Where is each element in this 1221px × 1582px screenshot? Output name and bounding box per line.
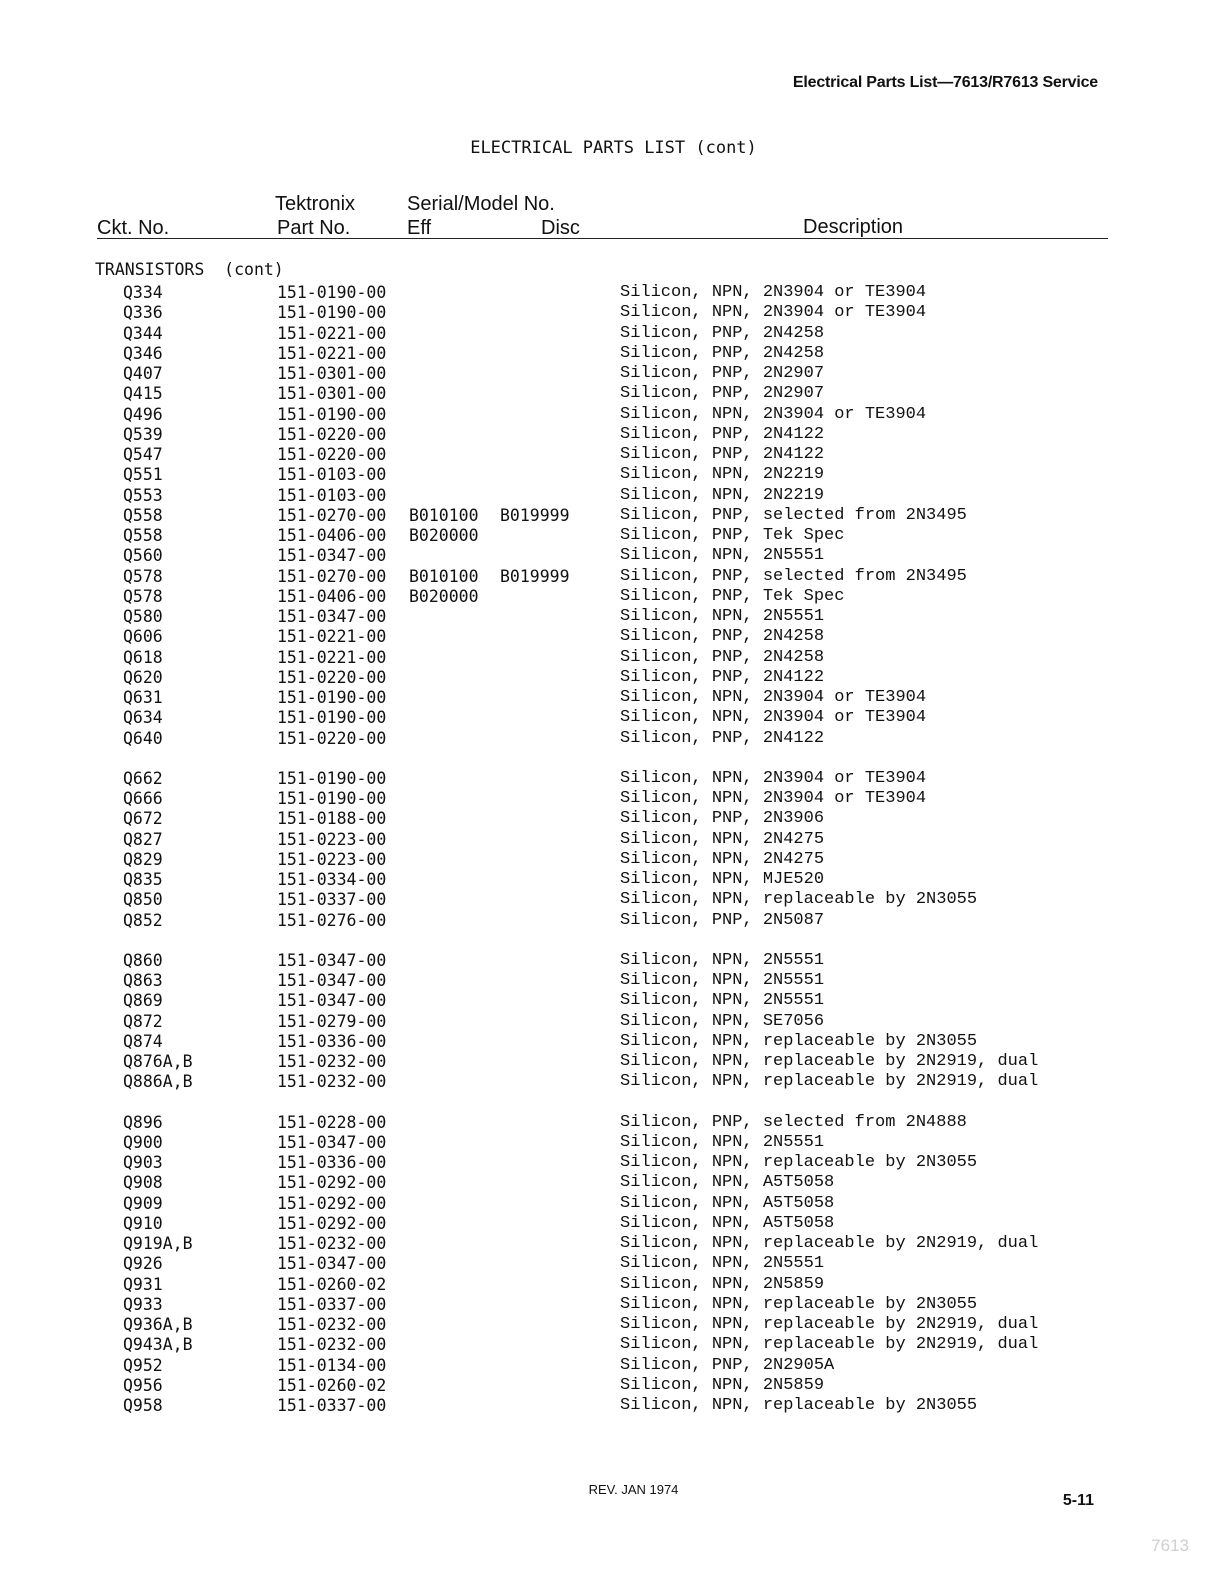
ckt-no-cell: Q407 (123, 364, 163, 383)
part-no-cell: 151-0228-00 (277, 1112, 387, 1132)
table-row (0, 465, 1221, 485)
ckt-no-cell: Q620 (123, 667, 163, 687)
description-cell: Silicon, NPN, replaceable by 2N2919, dual (620, 1335, 1039, 1355)
description-cell: Silicon, PNP, 2N4122 (620, 667, 825, 687)
description-cell: Silicon, PNP, 2N4258 (620, 323, 825, 343)
ckt-no-cell: Q618 (123, 647, 163, 667)
description-cell: Silicon, NPN, 2N2219 (620, 485, 825, 505)
part-no-cell: 151-0221-00 (277, 323, 387, 343)
part-no-cell: 151-0292-00 (277, 1193, 387, 1213)
part-no-cell: 151-0223-00 (277, 849, 387, 869)
description-cell: Silicon, NPN, replaceable by 2N3055 (620, 1153, 978, 1172)
table-row (0, 546, 1221, 566)
table-row (0, 587, 1221, 607)
ckt-no-cell: Q869 (123, 991, 163, 1011)
table-row (0, 1113, 1221, 1133)
part-no-cell: 151-0190-00 (277, 708, 387, 728)
part-no-cell: 151-0221-00 (277, 647, 387, 667)
part-no-cell: 151-0347-00 (277, 971, 387, 990)
ckt-no-cell: Q931 (123, 1274, 163, 1294)
ckt-no-cell: Q863 (123, 971, 163, 990)
part-no-cell: 151-0190-00 (277, 688, 387, 707)
table-row (0, 1356, 1221, 1376)
description-cell: Silicon, NPN, 2N5551 (620, 1132, 825, 1152)
description-cell: Silicon, NPN, 2N3904 or TE3904 (620, 303, 927, 323)
ckt-no-cell: Q903 (123, 1153, 163, 1172)
part-no-cell: 151-0103-00 (277, 465, 387, 485)
description-cell: Silicon, NPN, replaceable by 2N2919, dual (620, 1072, 1039, 1092)
part-no-cell: 151-0334-00 (277, 870, 387, 889)
ckt-no-cell: Q415 (123, 384, 163, 404)
table-row (0, 1194, 1221, 1214)
ckt-no-cell: Q539 (123, 424, 163, 444)
part-no-cell: 151-0221-00 (277, 627, 387, 647)
description-cell: Silicon, NPN, 2N5551 (620, 950, 825, 970)
table-row (0, 567, 1221, 587)
part-no-cell: 151-0276-00 (277, 910, 387, 930)
part-no-cell: 151-0347-00 (277, 1132, 387, 1152)
table-row (0, 1254, 1221, 1274)
ckt-no-cell: Q672 (123, 809, 163, 829)
ckt-no-cell: Q334 (123, 283, 163, 302)
table-row (0, 384, 1221, 404)
ckt-no-cell: Q560 (123, 546, 163, 566)
part-no-cell: 151-0301-00 (277, 384, 387, 404)
ckt-no-cell: Q860 (123, 950, 163, 970)
description-cell: Silicon, NPN, replaceable by 2N2919, dual (620, 1315, 1039, 1334)
ckt-no-cell: Q908 (123, 1173, 163, 1193)
ckt-no-cell: Q919A,B (123, 1234, 193, 1253)
disc-cell: B019999 (500, 566, 570, 586)
column-header-tektronix: Tektronix (275, 193, 356, 215)
part-no-cell: 151-0336-00 (277, 1153, 387, 1172)
part-no-cell: 151-0347-00 (277, 546, 387, 566)
description-cell: Silicon, NPN, 2N4275 (620, 849, 825, 869)
part-no-cell: 151-0232-00 (277, 1072, 387, 1092)
revision-date: REV. JAN 1974 (588, 1482, 679, 1497)
ckt-no-cell: Q952 (123, 1355, 163, 1375)
ckt-no-cell: Q876A,B (123, 1052, 193, 1071)
part-no-cell: 151-0188-00 (277, 809, 387, 829)
table-row (0, 1234, 1221, 1254)
part-no-cell: 151-0337-00 (277, 1396, 387, 1415)
ckt-no-cell: Q850 (123, 890, 163, 910)
ckt-no-cell: Q631 (123, 688, 163, 707)
description-cell: Silicon, NPN, replaceable by 2N2919, dual (620, 1052, 1039, 1071)
description-cell: Silicon, NPN, replaceable by 2N3055 (620, 1031, 978, 1051)
ckt-no-cell: Q956 (123, 1375, 163, 1395)
description-cell: Silicon, PNP, 2N3906 (620, 809, 825, 829)
ckt-no-cell: Q336 (123, 303, 163, 323)
description-cell: Silicon, PNP, Tek Spec (620, 526, 845, 545)
ckt-no-cell: Q958 (123, 1396, 163, 1415)
ckt-no-cell: Q640 (123, 728, 163, 748)
description-cell: Silicon, NPN, 2N5551 (620, 1254, 825, 1274)
table-row (0, 1315, 1221, 1335)
ckt-no-cell: Q551 (123, 465, 163, 485)
part-no-cell: 151-0260-02 (277, 1274, 387, 1294)
ckt-no-cell: Q666 (123, 789, 163, 808)
part-no-cell: 151-0232-00 (277, 1234, 387, 1253)
part-no-cell: 151-0190-00 (277, 283, 387, 302)
part-no-cell: 151-0292-00 (277, 1213, 387, 1233)
column-header-disc: Disc (541, 217, 580, 239)
table-row (0, 506, 1221, 526)
part-no-cell: 151-0190-00 (277, 303, 387, 323)
table-row (0, 364, 1221, 384)
description-cell: Silicon, NPN, 2N5551 (620, 971, 825, 990)
part-no-cell: 151-0223-00 (277, 829, 387, 849)
running-header: Electrical Parts List—7613/R7613 Service (792, 74, 1098, 91)
description-cell: Silicon, PNP, 2N4122 (620, 424, 825, 444)
part-no-cell: 151-0406-00 (277, 526, 387, 545)
table-row (0, 283, 1221, 303)
ckt-no-cell: Q606 (123, 627, 163, 647)
page-title: ELECTRICAL PARTS LIST (cont) (470, 138, 757, 158)
part-no-cell: 151-0220-00 (277, 424, 387, 444)
table-row (0, 1052, 1221, 1072)
description-cell: Silicon, PNP, 2N4258 (620, 647, 825, 667)
table-row (0, 850, 1221, 870)
description-cell: Silicon, NPN, 2N2219 (620, 465, 825, 485)
column-header-eff: Eff (407, 217, 432, 239)
ckt-no-cell: Q547 (123, 445, 163, 464)
table-row (0, 1335, 1221, 1355)
ckt-no-cell: Q835 (123, 870, 163, 889)
ckt-no-cell: Q872 (123, 1011, 163, 1031)
description-cell: Silicon, NPN, SE7056 (620, 1011, 825, 1031)
table-row (0, 1376, 1221, 1396)
description-cell: Silicon, NPN, A5T5058 (620, 1213, 835, 1233)
ckt-no-cell: Q558 (123, 505, 163, 525)
table-row (0, 911, 1221, 931)
description-cell: Silicon, NPN, replaceable by 2N2919, dual (620, 1234, 1039, 1253)
table-row (0, 344, 1221, 364)
eff-cell: B010100 (409, 505, 479, 525)
description-cell: Silicon, NPN, 2N4275 (620, 829, 825, 849)
table-row (0, 991, 1221, 1011)
ckt-no-cell: Q926 (123, 1254, 163, 1274)
part-no-cell: 151-0134-00 (277, 1355, 387, 1375)
description-cell: Silicon, PNP, 2N2907 (620, 364, 825, 383)
part-no-cell: 151-0292-00 (277, 1173, 387, 1193)
part-no-cell: 151-0190-00 (277, 768, 387, 788)
table-row (0, 1032, 1221, 1052)
part-no-cell: 151-0406-00 (277, 586, 387, 606)
part-no-cell: 151-0347-00 (277, 950, 387, 970)
table-row (0, 708, 1221, 728)
part-no-cell: 151-0190-00 (277, 404, 387, 424)
part-no-cell: 151-0232-00 (277, 1052, 387, 1071)
part-no-cell: 151-0221-00 (277, 343, 387, 363)
description-cell: Silicon, NPN, 2N5859 (620, 1375, 825, 1395)
ckt-no-cell: Q852 (123, 910, 163, 930)
part-no-cell: 151-0336-00 (277, 1031, 387, 1051)
description-cell: Silicon, NPN, 2N5859 (620, 1274, 825, 1294)
description-cell: Silicon, NPN, A5T5058 (620, 1173, 835, 1193)
description-cell: Silicon, NPN, 2N3904 or TE3904 (620, 708, 927, 728)
part-no-cell: 151-0347-00 (277, 1254, 387, 1274)
header-rule (97, 238, 1108, 239)
table-row (0, 1214, 1221, 1234)
table-row (0, 526, 1221, 546)
ckt-no-cell: Q634 (123, 708, 163, 728)
table-row (0, 830, 1221, 850)
ckt-no-cell: Q933 (123, 1294, 163, 1314)
ckt-no-cell: Q344 (123, 323, 163, 343)
description-cell: Silicon, NPN, 2N5551 (620, 546, 825, 566)
section-label: TRANSISTORS (cont) (95, 260, 284, 279)
part-no-cell: 151-0337-00 (277, 890, 387, 910)
description-cell: Silicon, NPN, replaceable by 2N3055 (620, 1294, 978, 1314)
eff-cell: B020000 (409, 586, 479, 606)
description-cell: Silicon, NPN, 2N5551 (620, 991, 825, 1011)
table-row (0, 769, 1221, 789)
ckt-no-cell: Q910 (123, 1213, 163, 1233)
table-row (0, 1012, 1221, 1032)
part-no-cell: 151-0220-00 (277, 667, 387, 687)
column-header-serial-model: Serial/Model No. (407, 193, 555, 215)
description-cell: Silicon, PNP, 2N4258 (620, 627, 825, 647)
ckt-no-cell: Q558 (123, 526, 163, 545)
table-row (0, 627, 1221, 647)
ckt-no-cell: Q578 (123, 586, 163, 606)
ckt-no-cell: Q886A,B (123, 1072, 193, 1092)
table-row (0, 324, 1221, 344)
part-no-cell: 151-0103-00 (277, 485, 387, 505)
ckt-no-cell: Q496 (123, 404, 163, 424)
table-row (0, 303, 1221, 323)
description-cell: Silicon, NPN, 2N3904 or TE3904 (620, 768, 927, 788)
description-cell: Silicon, PNP, 2N4122 (620, 728, 825, 748)
part-no-cell: 151-0270-00 (277, 566, 387, 586)
part-no-cell: 151-0220-00 (277, 445, 387, 464)
disc-cell: B019999 (500, 505, 570, 525)
ckt-no-cell: Q943A,B (123, 1335, 193, 1355)
table-row (0, 668, 1221, 688)
part-no-cell: 151-0279-00 (277, 1011, 387, 1031)
table-row (0, 1295, 1221, 1315)
ckt-no-cell: Q580 (123, 607, 163, 626)
table-row (0, 486, 1221, 506)
ckt-no-cell: Q578 (123, 566, 163, 586)
description-cell: Silicon, NPN, 2N3904 or TE3904 (620, 283, 927, 302)
table-row (0, 1072, 1221, 1092)
description-cell: Silicon, NPN, 2N3904 or TE3904 (620, 688, 927, 707)
description-cell: Silicon, NPN, 2N3904 or TE3904 (620, 789, 927, 808)
ckt-no-cell: Q827 (123, 829, 163, 849)
table-row (0, 405, 1221, 425)
column-header-description: Description (803, 216, 904, 238)
ckt-no-cell: Q874 (123, 1031, 163, 1051)
description-cell: Silicon, NPN, MJE520 (620, 870, 825, 889)
watermark: 7613 (1151, 1536, 1189, 1555)
part-no-cell: 151-0301-00 (277, 364, 387, 383)
ckt-no-cell: Q829 (123, 849, 163, 869)
ckt-no-cell: Q896 (123, 1112, 163, 1132)
table-row (0, 1153, 1221, 1173)
column-header-ckt-no: Ckt. No. (97, 217, 170, 239)
description-cell: Silicon, PNP, 2N5087 (620, 910, 825, 930)
table-row (0, 445, 1221, 465)
table-row (0, 789, 1221, 809)
description-cell: Silicon, NPN, 2N3904 or TE3904 (620, 404, 927, 424)
part-no-cell: 151-0270-00 (277, 505, 387, 525)
part-no-cell: 151-0232-00 (277, 1335, 387, 1355)
part-no-cell: 151-0232-00 (277, 1315, 387, 1334)
table-row (0, 1396, 1221, 1416)
ckt-no-cell: Q900 (123, 1132, 163, 1152)
description-cell: Silicon, PNP, 2N4122 (620, 445, 825, 464)
description-cell: Silicon, NPN, replaceable by 2N3055 (620, 890, 978, 910)
part-no-cell: 151-0347-00 (277, 991, 387, 1011)
table-row (0, 1133, 1221, 1153)
part-no-cell: 151-0337-00 (277, 1294, 387, 1314)
description-cell: Silicon, PNP, selected from 2N3495 (620, 566, 967, 586)
ckt-no-cell: Q909 (123, 1193, 163, 1213)
ckt-no-cell: Q936A,B (123, 1315, 193, 1334)
page-number: 5-11 (1062, 1492, 1094, 1509)
description-cell: Silicon, PNP, 2N2905A (620, 1355, 835, 1375)
table-row (0, 1275, 1221, 1295)
table-row (0, 890, 1221, 910)
table-row (0, 870, 1221, 890)
table-row (0, 951, 1221, 971)
table-row (0, 688, 1221, 708)
part-no-cell: 151-0260-02 (277, 1375, 387, 1395)
table-row (0, 971, 1221, 991)
description-cell: Silicon, PNP, Tek Spec (620, 586, 845, 606)
ckt-no-cell: Q662 (123, 768, 163, 788)
description-cell: Silicon, NPN, replaceable by 2N3055 (620, 1396, 978, 1415)
description-cell: Silicon, PNP, selected from 2N3495 (620, 505, 967, 525)
part-no-cell: 151-0190-00 (277, 789, 387, 808)
table-row (0, 729, 1221, 749)
part-no-cell: 151-0347-00 (277, 607, 387, 626)
description-cell: Silicon, PNP, 2N4258 (620, 343, 825, 363)
ckt-no-cell: Q553 (123, 485, 163, 505)
table-row (0, 607, 1221, 627)
part-no-cell: 151-0220-00 (277, 728, 387, 748)
description-cell: Silicon, NPN, A5T5058 (620, 1193, 835, 1213)
column-header-part-no: Part No. (277, 217, 351, 239)
eff-cell: B010100 (409, 566, 479, 586)
table-row (0, 425, 1221, 445)
description-cell: Silicon, PNP, 2N2907 (620, 384, 825, 404)
table-row (0, 1173, 1221, 1193)
description-cell: Silicon, PNP, selected from 2N4888 (620, 1112, 967, 1132)
description-cell: Silicon, NPN, 2N5551 (620, 607, 825, 626)
table-row (0, 648, 1221, 668)
ckt-no-cell: Q346 (123, 343, 163, 363)
eff-cell: B020000 (409, 526, 479, 545)
table-row (0, 809, 1221, 829)
